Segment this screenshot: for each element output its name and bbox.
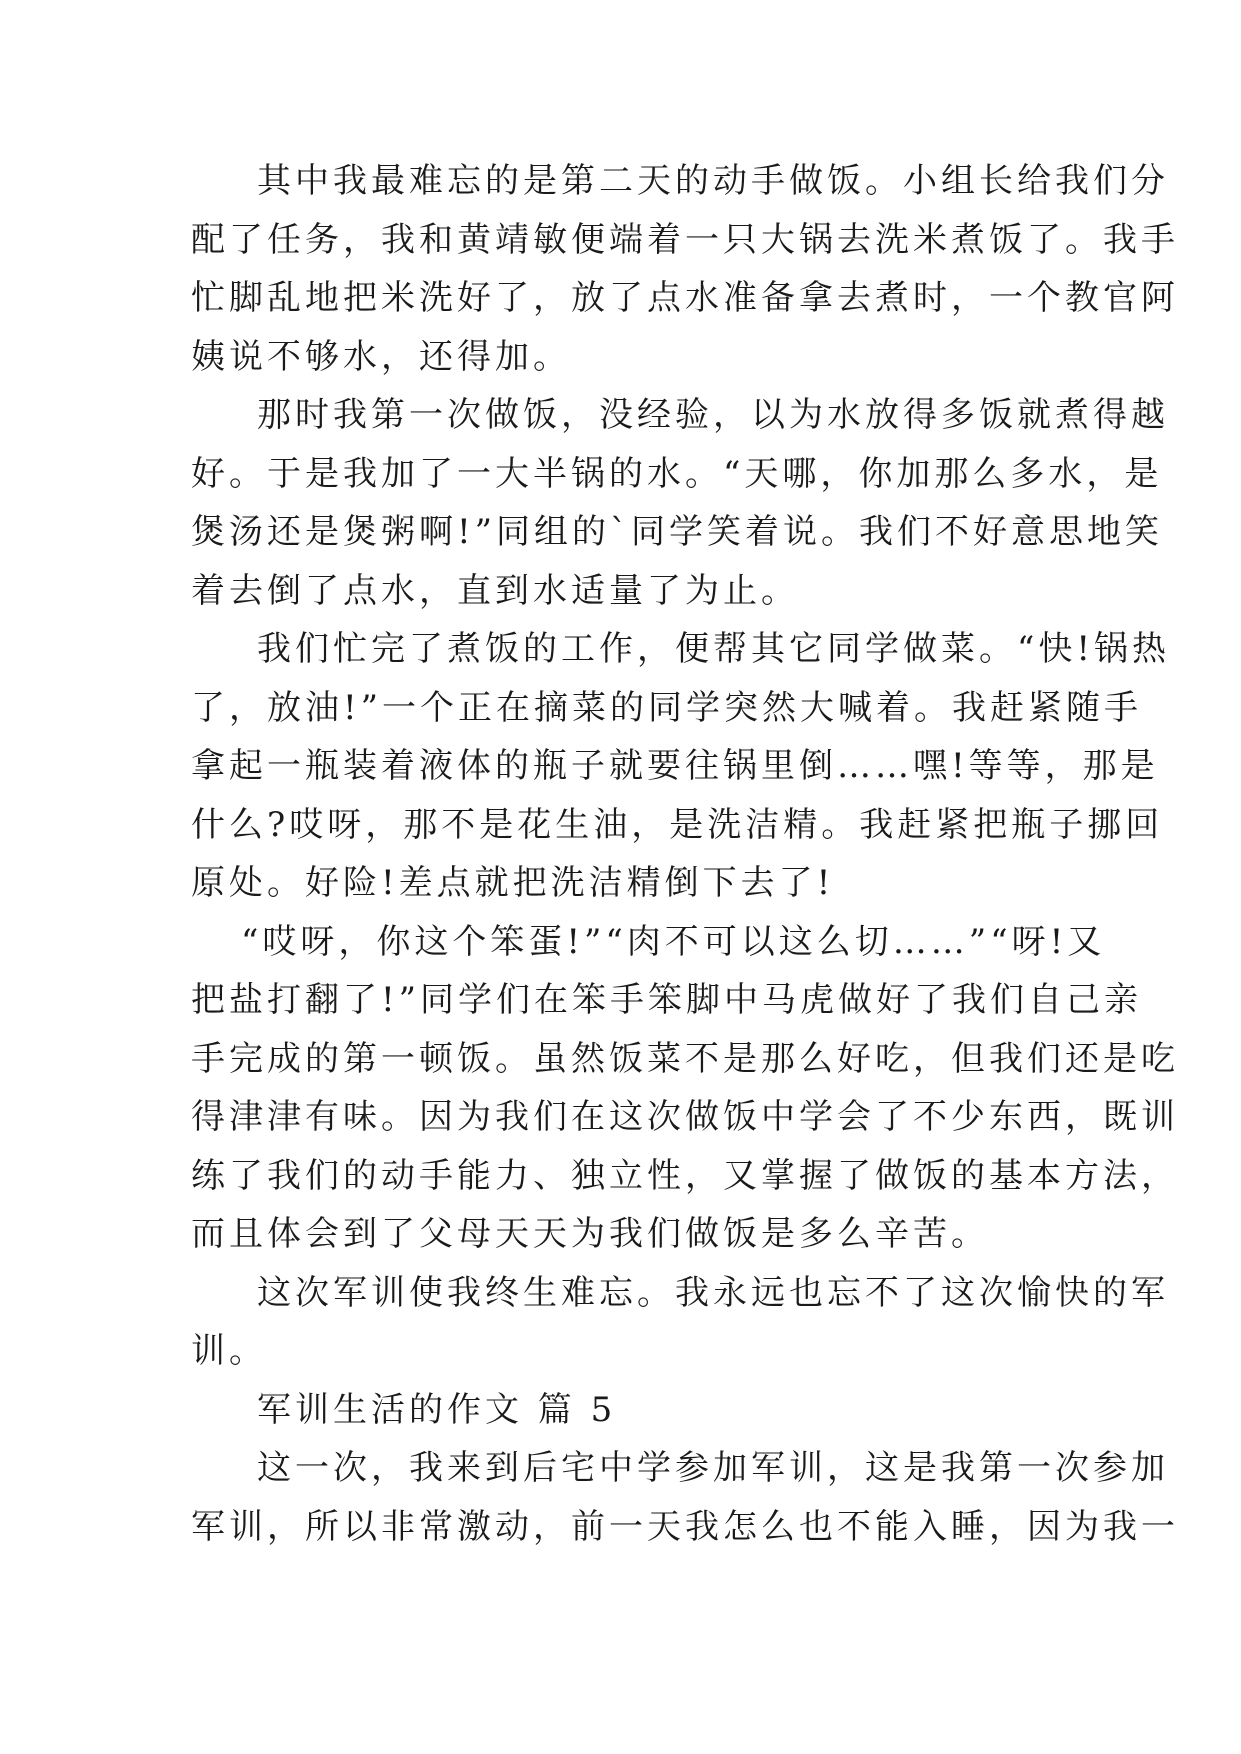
text-line: 手完成的第一顿饭。虽然饭菜不是那么好吃，但我们还是吃 — [191, 1038, 1179, 1079]
text-line: 我们忙完了煮饭的工作，便帮其它同学做菜。“快!锅热 — [257, 629, 1171, 669]
text-line: 好。于是我加了一大半锅的水。“天哪，你加那么多水，是 — [191, 453, 1163, 494]
text-line: 姨说不够水，还得加。 — [191, 336, 571, 377]
section-heading: 军训生活的作文 篇 5 — [257, 1389, 617, 1430]
text-line: 这一次，我来到后宅中学参加军训，这是我第一次参加 — [257, 1448, 1169, 1488]
text-line: 煲汤还是煲粥啊!”同组的`同学笑着说。我们不好意思地笑 — [191, 512, 1164, 552]
text-line: 军训，所以非常激动，前一天我怎么也不能入睡，因为我一 — [191, 1506, 1179, 1547]
text-line: 把盐打翻了!”同学们在笨手笨脚中马虎做好了我们自己亲 — [191, 980, 1143, 1020]
essay-body — [191, 152, 1179, 1556]
text-line: 这次军训使我终生难忘。我永远也忘不了这次愉快的军 — [257, 1272, 1169, 1313]
text-line: 拿起一瓶装着液体的瓶子就要往锅里倒……嘿!等等，那是 — [191, 746, 1159, 786]
text-line: 练了我们的动手能力、独立性，又掌握了做饭的基本方法， — [191, 1155, 1179, 1196]
text-line: 了，放油!”一个正在摘菜的同学突然大喊着。我赶紧随手 — [191, 687, 1143, 728]
text-line: 什么?哎呀，那不是花生油，是洗洁精。我赶紧把瓶子挪回 — [191, 804, 1164, 845]
text-line: 那时我第一次做饭，没经验，以为水放得多饭就煮得越 — [257, 395, 1169, 435]
text-line: 而且体会到了父母天天为我们做饭是多么辛苦。 — [191, 1214, 989, 1254]
text-line: 着去倒了点水，直到水适量了为止。 — [191, 570, 799, 611]
text-line: 配了任务，我和黄靖敏便端着一只大锅去洗米煮饭了。我手 — [191, 219, 1179, 260]
text-line: 得津津有味。因为我们在这次做饭中学会了不少东西，既训 — [191, 1097, 1179, 1137]
text-line: 忙脚乱地把米洗好了，放了点水准备拿去煮时，一个教官阿 — [191, 278, 1179, 318]
text-line: 训。 — [191, 1331, 267, 1371]
text-line: “哎呀，你这个笨蛋!”“肉不可以这么切……”“呀!又 — [241, 921, 1106, 962]
text-line: 其中我最难忘的是第二天的动手做饭。小组长给我们分 — [257, 161, 1169, 201]
text-line: 原处。好险!差点就把洗洁精倒下去了! — [191, 863, 835, 903]
